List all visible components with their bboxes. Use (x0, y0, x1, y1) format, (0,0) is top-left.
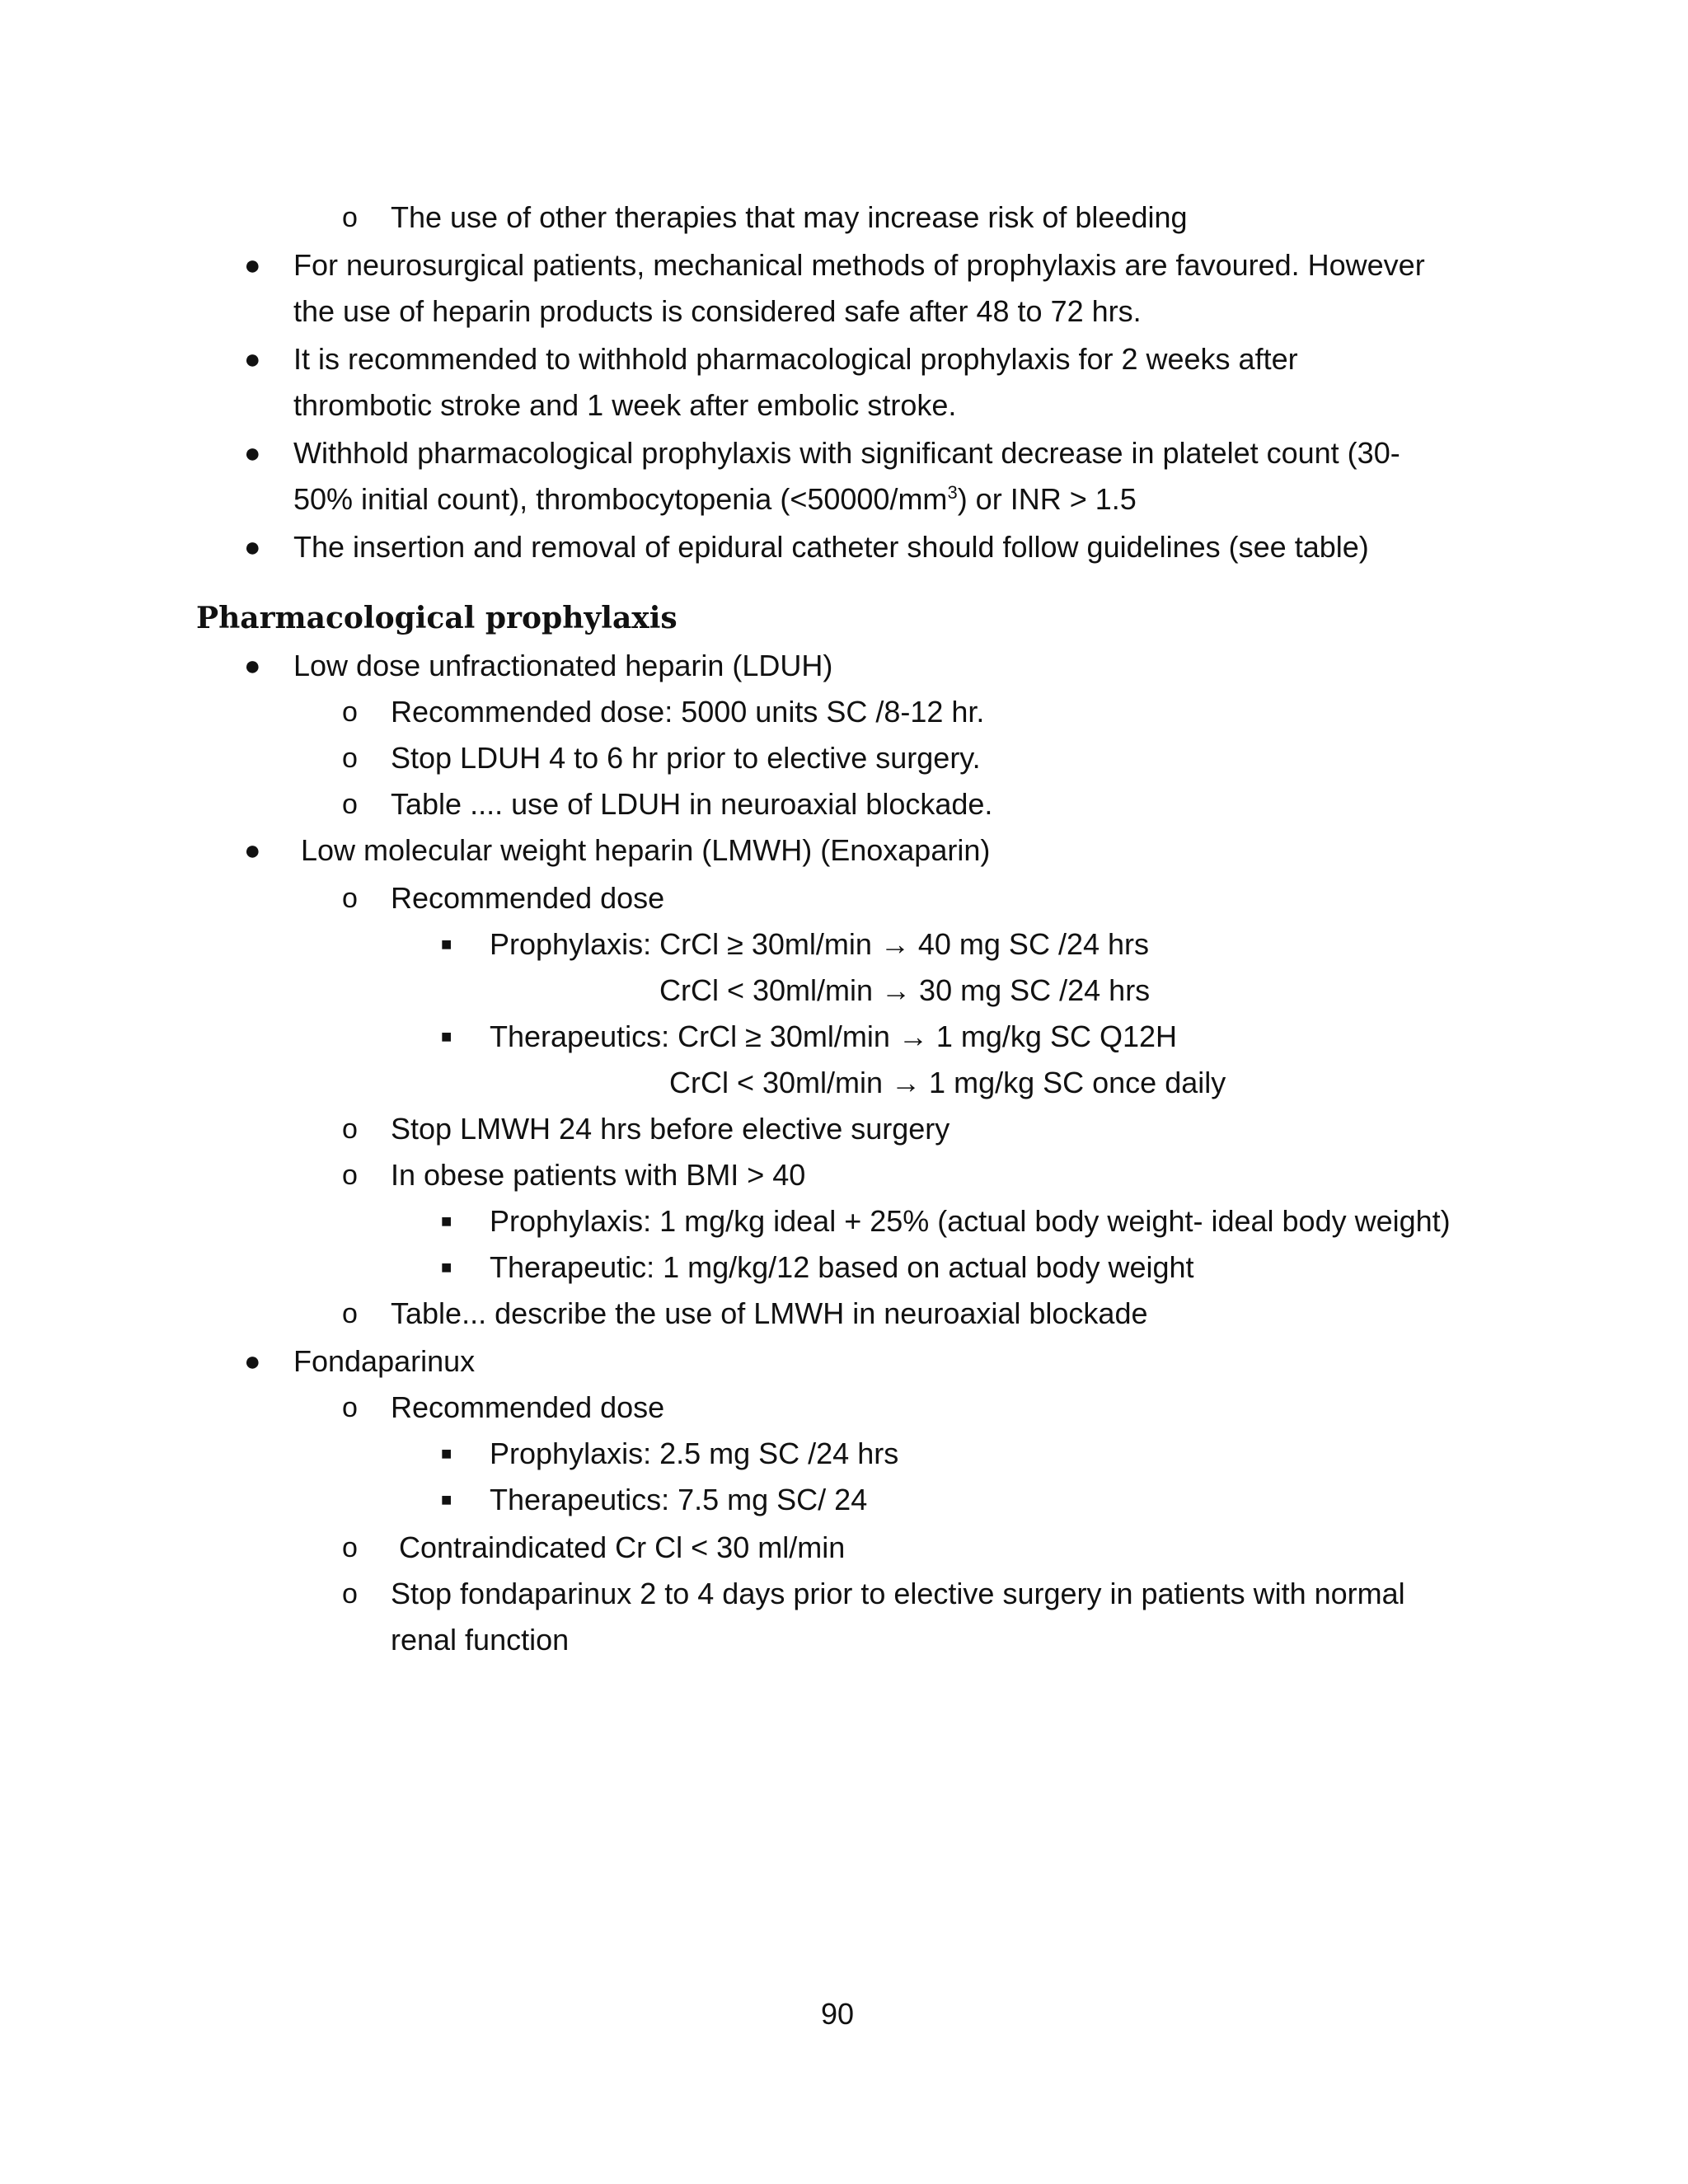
list-item-text: The insertion and removal of epidural catheter should follow guidelines (see table) (293, 530, 1369, 564)
list-item-text: Recommended dose (391, 881, 665, 915)
list-item-text: Low dose unfractionated heparin (LDUH) (293, 649, 833, 682)
list-item-text: Recommended dose (391, 1390, 665, 1424)
bullet-icon: ● (244, 532, 261, 563)
list-item-text: For neurosurgical patients, mechanical methods of prophylaxis are favoured. However (293, 248, 1425, 282)
circle-bullet-icon: o (342, 1578, 358, 1610)
square-bullet-icon: ■ (441, 1443, 452, 1464)
list-item-text: Prophylaxis: 2.5 mg SC /24 hrs (490, 1436, 899, 1470)
circle-bullet-icon: o (342, 883, 358, 914)
list-item-text: Stop fondaparinux 2 to 4 days prior to elective surgery in patients with normal (391, 1577, 1405, 1610)
square-bullet-icon: ■ (441, 1489, 452, 1510)
circle-bullet-icon: o (342, 1160, 358, 1191)
list-item-text (293, 480, 1137, 519)
circle-bullet-icon: o (342, 1298, 358, 1329)
list-item-text: Withhold pharmacological prophylaxis with significant decrease in platelet count (30- (293, 436, 1400, 470)
square-bullet-icon: ■ (441, 1211, 452, 1231)
list-item-text: Low molecular weight heparin (LMWH) (Enoxaparin) (301, 833, 991, 867)
bullet-icon: ● (244, 1346, 261, 1377)
text-fragment: 50% initial count), thrombocytopenia (<50000/mm (293, 482, 948, 516)
list-item-text: The use of other therapies that may increase risk of bleeding (391, 200, 1188, 234)
list-item-text: thrombotic stroke and 1 week after embolic stroke. (293, 388, 957, 422)
list-item-text: Therapeutic: 1 mg/kg/12 based on actual body weight (490, 1250, 1194, 1284)
list-item-text: Therapeutics: CrCl ≥ 30ml/min → 1 mg/kg SC Q12H (490, 1019, 1178, 1053)
bullet-icon: ● (244, 250, 261, 281)
text-fragment: ) or INR > 1.5 (957, 482, 1137, 516)
bullet-icon: ● (244, 438, 261, 469)
list-item-text: Stop LMWH 24 hrs before elective surgery (391, 1112, 950, 1146)
page-number: 90 (821, 1997, 855, 2031)
list-item-text: It is recommended to withhold pharmacological prophylaxis for 2 weeks after (293, 342, 1298, 376)
bullet-icon: ● (244, 344, 261, 375)
superscript: 3 (947, 482, 958, 503)
bullet-icon: ● (244, 835, 261, 866)
circle-bullet-icon: o (342, 1113, 358, 1145)
list-item-text: CrCl < 30ml/min → 1 mg/kg SC once daily (669, 1066, 1226, 1099)
square-bullet-icon: ■ (441, 1026, 452, 1047)
list-item-text: Recommended dose: 5000 units SC /8-12 hr. (391, 695, 985, 729)
list-item-text: Prophylaxis: 1 mg/kg ideal + 25% (actual body weight- ideal body weight) (490, 1204, 1451, 1238)
circle-bullet-icon: o (342, 1392, 358, 1423)
list-item-text: In obese patients with BMI > 40 (391, 1158, 806, 1192)
circle-bullet-icon: o (342, 743, 358, 774)
list-item-text: Contraindicated Cr Cl < 30 ml/min (399, 1530, 846, 1564)
list-item-text: Fondaparinux (293, 1344, 476, 1378)
square-bullet-icon: ■ (441, 934, 452, 954)
circle-bullet-icon: o (342, 789, 358, 820)
circle-bullet-icon: o (342, 202, 358, 233)
list-item-text: Prophylaxis: CrCl ≥ 30ml/min → 40 mg SC /24 hrs (490, 927, 1149, 961)
section-heading: Pharmacological prophylaxis (196, 601, 678, 635)
list-item-text: Therapeutics: 7.5 mg SC/ 24 (490, 1483, 868, 1516)
list-item-text: Table... describe the use of LMWH in neuroaxial blockade (391, 1296, 1148, 1330)
list-item-text: renal function (391, 1623, 570, 1657)
circle-bullet-icon: o (342, 1532, 358, 1563)
square-bullet-icon: ■ (441, 1257, 452, 1277)
bullet-icon: ● (244, 650, 261, 682)
list-item-text: the use of heparin products is considered safe after 48 to 72 hrs. (293, 294, 1142, 328)
list-item-text: Stop LDUH 4 to 6 hr prior to elective surgery. (391, 741, 981, 775)
list-item-text: CrCl < 30ml/min → 30 mg SC /24 hrs (659, 973, 1151, 1007)
list-item-text: Table .... use of LDUH in neuroaxial blockade. (391, 787, 993, 821)
circle-bullet-icon: o (342, 696, 358, 728)
